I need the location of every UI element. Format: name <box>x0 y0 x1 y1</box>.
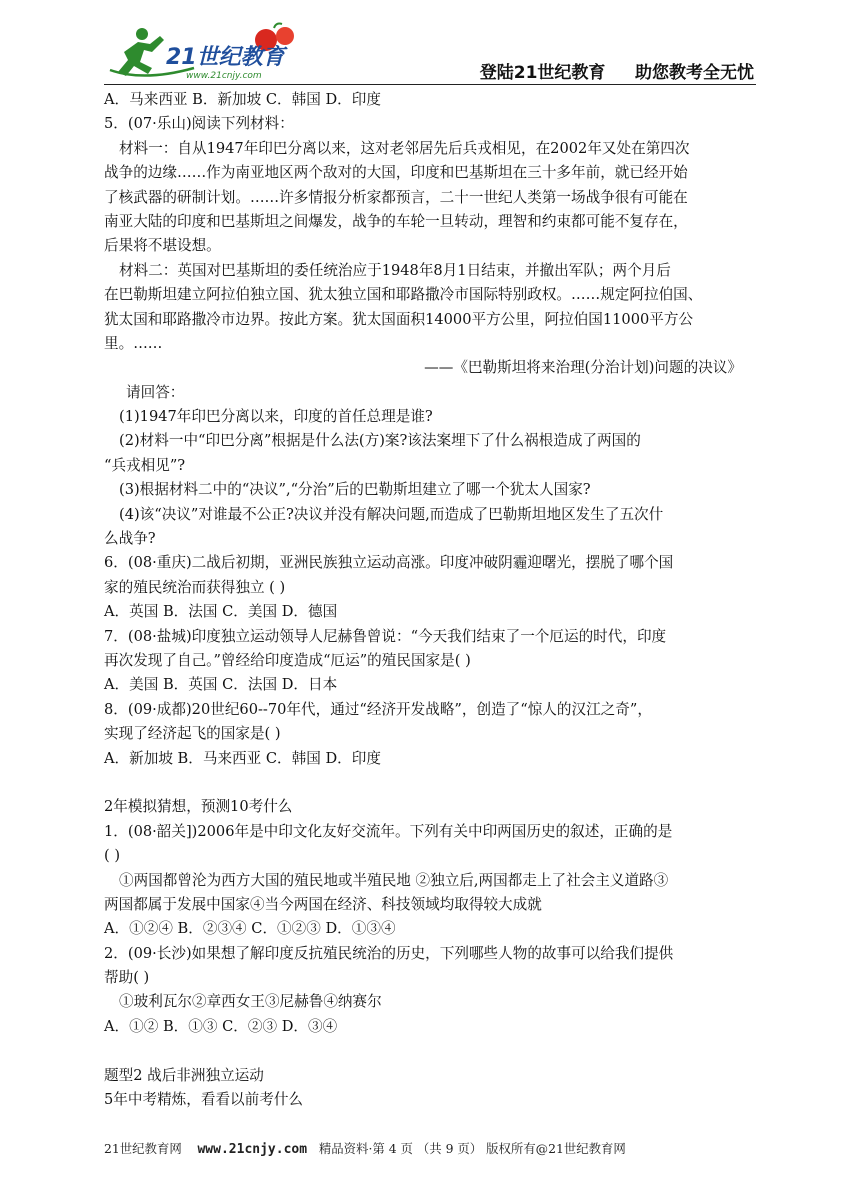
text-line: 再次发现了自己。”曾经给印度造成“厄运”的殖民国家是( ) <box>104 651 471 669</box>
text-line: “兵戎相见”? <box>104 456 186 474</box>
header-slogan: 登陆21世纪教育 助您教考全无忧 <box>479 63 754 83</box>
text-line: 在巴勒斯坦建立阿拉伯独立国、犹太独立国和耶路撒冷市国际特别政权。……规定阿拉伯国、 <box>104 286 703 304</box>
blank-line <box>104 771 756 795</box>
text-line: 两国都属于发展中国家④当今两国在经济、科技领域均取得较大成就 <box>104 895 542 913</box>
document-body <box>104 88 756 1112</box>
text-line: 2．(09·长沙)如果想了解印度反抗殖民统治的历史，下列哪些人物的故事可以给我们提供 <box>104 944 674 962</box>
text-line: A．①② B．①③ C．②③ D．③④ <box>104 1017 338 1035</box>
text-line: (3)根据材料二中的“决议”,“分治”后的巴勒斯坦建立了哪一个犹太人国家? <box>119 481 591 499</box>
runner-icon <box>118 28 164 76</box>
text-line: 材料二：英国对巴基斯坦的委任统治应于1948年8月1日结束，并撤出军队；两个月后 <box>119 261 671 279</box>
logo-text: 21世纪教育 <box>166 45 285 70</box>
footer-site: 21世纪教育网 <box>104 1141 198 1156</box>
footer-page-info: 精品资料·第 4 页 （共 9 页） 版权所有@21世纪教育网 <box>307 1141 626 1156</box>
page-header <box>104 22 756 84</box>
text-line: A．新加坡 B．马来西亚 C．韩国 D．印度 <box>104 749 381 767</box>
text-line: 家的殖民统治而获得独立 ( ) <box>104 578 286 596</box>
text-line: 材料一：自从1947年印巴分离以来，这对老邻居先后兵戎相见，在2002年又处在第四次 <box>119 139 690 157</box>
text-line: ①两国都曾沦为西方大国的殖民地或半殖民地 ②独立后,两国都走上了社会主义道路③ <box>119 871 669 889</box>
text-line: 帮助( ) <box>104 969 150 987</box>
text-line: 2年模拟猜想，预测10考什么 <box>104 798 293 816</box>
text-line: 5．(07·乐山)阅读下列材料： <box>104 115 294 133</box>
text-line: 7．(08·盐城)印度独立运动领导人尼赫鲁曾说：“今天我们结束了一个厄运的时代，印度 <box>104 627 667 645</box>
text-line: A．①②④ B．②③④ C．①②③ D．①③④ <box>104 920 396 938</box>
text-line: 1．(08·韶关])2006年是中印文化友好交流年。下列有关中印两国历史的叙述，正确的是 <box>104 822 673 840</box>
text-line: 8．(09·成都)20世纪60--70年代，通过“经济开发战略”，创造了“惊人的汉江之奇”， <box>104 700 652 718</box>
site-logo <box>104 22 304 84</box>
footer-url[interactable]: www.21cnjy.com <box>197 1142 308 1157</box>
text-line: 6．(08·重庆)二战后初期，亚洲民族独立运动高涨。印度冲破阴霾迎曙光，摆脱了哪个国 <box>104 554 674 572</box>
text-line: (4)该“决议”对谁最不公正?决议并没有解决问题,而造成了巴勒斯坦地区发生了五次什 <box>119 505 664 523</box>
text-line: A．美国 B．英国 C．法国 D．日本 <box>104 676 338 694</box>
page-footer <box>104 1139 756 1157</box>
text-line: 实现了经济起飞的国家是( ) <box>104 725 281 743</box>
blank-line <box>104 1039 756 1063</box>
text-line: 后果将不堪设想。 <box>104 237 221 255</box>
logo-url: www.21cnjy.com <box>186 71 262 81</box>
text-line: ①玻利瓦尔②章西女王③尼赫鲁④纳赛尔 <box>119 993 382 1011</box>
text-line: 战争的边缘……作为南亚地区两个敌对的大国，印度和巴基斯坦在三十多年前，就已经开始 <box>104 164 688 182</box>
text-line: (2)材料一中“印巴分离”根据是什么法(方)案?该法案埋下了什么祸根造成了两国的 <box>119 432 641 450</box>
text-line: 南亚大陆的印度和巴基斯坦之间爆发，战争的车轮一旦转动，理智和约束都可能不复存在， <box>104 212 688 230</box>
text-line: 里。…… <box>104 334 163 352</box>
text-line: A．英国 B．法国 C．美国 D．德国 <box>104 603 338 621</box>
text-line: (1)1947年印巴分离以来，印度的首任总理是谁? <box>119 408 433 426</box>
text-line: 题型2 战后非洲独立运动 <box>104 1066 264 1084</box>
text-line: ——《巴勒斯坦将来治理(分治计划)问题的决议》 <box>424 359 742 377</box>
text-line: 么战争? <box>104 530 156 548</box>
text-line: 请回答： <box>126 383 185 401</box>
text-line: 了核武器的研制计划。……许多情报分析家都预言，二十一世纪人类第一场战争很有可能在 <box>104 188 688 206</box>
text-line: 犹太国和耶路撒冷市边界。按此方案。犹太国面积14000平方公里，阿拉伯国11000平方公 <box>104 310 694 328</box>
text-line: ( ) <box>104 847 121 865</box>
text-line: A．马来西亚 B．新加坡 C．韩国 D．印度 <box>104 91 381 108</box>
header-divider <box>104 84 756 85</box>
text-line: 5年中考精炼，看看以前考什么 <box>104 1091 304 1109</box>
